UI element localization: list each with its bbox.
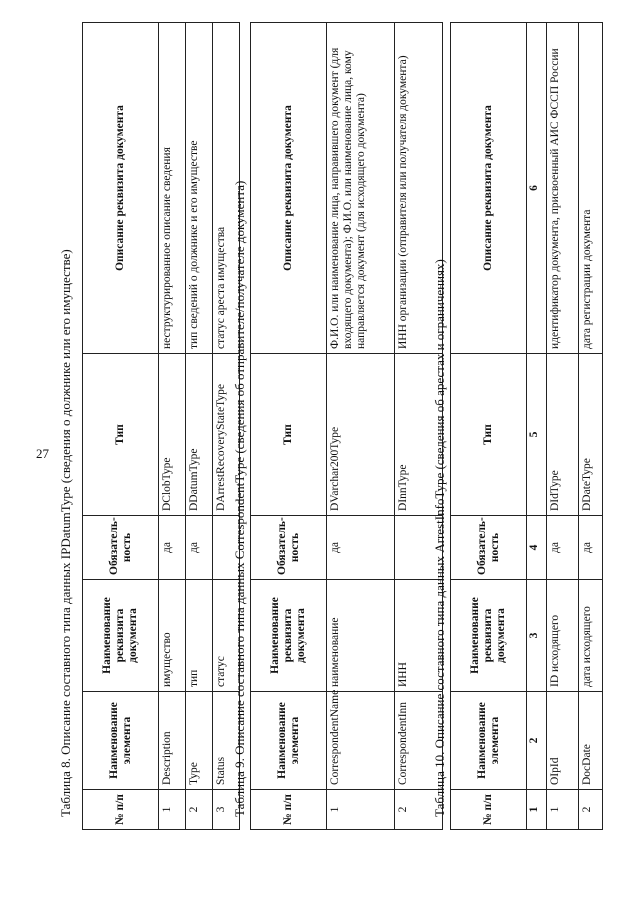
table10-caption: Таблица 10. Описание составного типа данных ArrestInfoType (сведения об арестах и ограничениях) bbox=[432, 259, 447, 817]
table9-caption: Таблица 9. Описание составного типа данных CorrespondentType (сведения об отправителе/получателе документа) bbox=[232, 180, 247, 817]
table-cell: Description bbox=[159, 692, 186, 790]
table8-caption: Таблица 8. Описание составного типа данных IPDatumType (сведения о должнике или его имуществе) bbox=[58, 249, 73, 817]
table-cell: 1 bbox=[327, 790, 395, 830]
table-cell: 2 bbox=[186, 790, 213, 830]
table-cell: да bbox=[579, 516, 603, 580]
table10-header-cell: Наименование элемента bbox=[451, 692, 527, 790]
table9-header-cell: Тип bbox=[251, 354, 327, 516]
table8-header-cell: Тип bbox=[83, 354, 159, 516]
table9-header-row bbox=[251, 23, 327, 830]
table10-header-row bbox=[451, 23, 527, 830]
table10-header-cell: Обязатель-ность bbox=[451, 516, 527, 580]
table-cell: DIdType bbox=[547, 354, 579, 516]
table-cell: 2 bbox=[395, 790, 443, 830]
table-cell: неструктурированное описание сведения bbox=[159, 23, 186, 354]
table-cell: Status bbox=[213, 692, 240, 790]
column-number: 6 bbox=[527, 23, 547, 354]
table-cell: DArrestRecoveryStateType bbox=[213, 354, 240, 516]
table-cell: 1 bbox=[547, 790, 579, 830]
table-row bbox=[186, 23, 213, 830]
table8-header-row bbox=[83, 23, 159, 830]
table8-header-cell: Обязатель-ность bbox=[83, 516, 159, 580]
table-cell: CorrespondentName bbox=[327, 692, 395, 790]
table10-header-cell: Наименование реквизита документа bbox=[451, 580, 527, 692]
table-cell: ИНН организации (отправителя или получателя документа) bbox=[395, 23, 443, 354]
table-cell: 1 bbox=[159, 790, 186, 830]
table9-header-cell: Наименование реквизита документа bbox=[251, 580, 327, 692]
table-row bbox=[159, 23, 186, 830]
table-cell: DDateType bbox=[579, 354, 603, 516]
table9 bbox=[250, 22, 443, 830]
table-cell: статус ареста имущества bbox=[213, 23, 240, 354]
table-cell: да bbox=[327, 516, 395, 580]
table10-header-cell: № п/п bbox=[451, 790, 527, 830]
table8-header-cell: Наименование элемента bbox=[83, 692, 159, 790]
table-cell: DInnType bbox=[395, 354, 443, 516]
table-row bbox=[547, 23, 579, 830]
table-cell: ID исходящего bbox=[547, 580, 579, 692]
table-row bbox=[579, 23, 603, 830]
table-cell: да bbox=[547, 516, 579, 580]
column-number: 4 bbox=[527, 516, 547, 580]
table-cell: DVarchar200Type bbox=[327, 354, 395, 516]
table-cell: дата исходящего bbox=[579, 580, 603, 692]
page-number: 27 bbox=[36, 446, 49, 461]
table-cell: DocDate bbox=[579, 692, 603, 790]
table-cell: DClobType bbox=[159, 354, 186, 516]
table9-header-cell: Описание реквизита документа bbox=[251, 23, 327, 354]
table9-header-cell: Наименование элемента bbox=[251, 692, 327, 790]
table-cell: 3 bbox=[213, 790, 240, 830]
table-cell: да bbox=[186, 516, 213, 580]
column-number: 5 bbox=[527, 354, 547, 516]
table-cell: DDatumType bbox=[186, 354, 213, 516]
table9-header-cell: № п/п bbox=[251, 790, 327, 830]
table9-header-cell: Обязатель-ность bbox=[251, 516, 327, 580]
table-cell: тип bbox=[186, 580, 213, 692]
table8-header-cell: № п/п bbox=[83, 790, 159, 830]
table-cell: ИНН bbox=[395, 580, 443, 692]
table-cell: CorrespondentInn bbox=[395, 692, 443, 790]
table-cell: тип сведений о должнике и его имуществе bbox=[186, 23, 213, 354]
table-cell: Ф.И.О. или наименование лица, направившего документ (для входящего документа); Ф.И.О. или наименование лица, кому направляется документ (для исходящего документа) bbox=[327, 23, 395, 354]
table-cell: идентификатор документа, присвоенный АИС ФССП России bbox=[547, 23, 579, 354]
table-cell: статус bbox=[213, 580, 240, 692]
table8-header-cell: Описание реквизита документа bbox=[83, 23, 159, 354]
column-number: 3 bbox=[527, 580, 547, 692]
table-cell: дата регистрации документа bbox=[579, 23, 603, 354]
table-row bbox=[327, 23, 395, 830]
table-cell: OIpId bbox=[547, 692, 579, 790]
table10-column-numbers-row bbox=[527, 23, 547, 830]
table-cell: да bbox=[159, 516, 186, 580]
table8 bbox=[82, 22, 240, 830]
table-cell: имущество bbox=[159, 580, 186, 692]
table-cell: 2 bbox=[579, 790, 603, 830]
table10 bbox=[450, 22, 603, 830]
table-cell: Type bbox=[186, 692, 213, 790]
column-number: 1 bbox=[527, 790, 547, 830]
column-number: 2 bbox=[527, 692, 547, 790]
table10-header-cell: Описание реквизита документа bbox=[451, 23, 527, 354]
table8-header-cell: Наименование реквизита документа bbox=[83, 580, 159, 692]
table10-header-cell: Тип bbox=[451, 354, 527, 516]
table-cell: наименование bbox=[327, 580, 395, 692]
